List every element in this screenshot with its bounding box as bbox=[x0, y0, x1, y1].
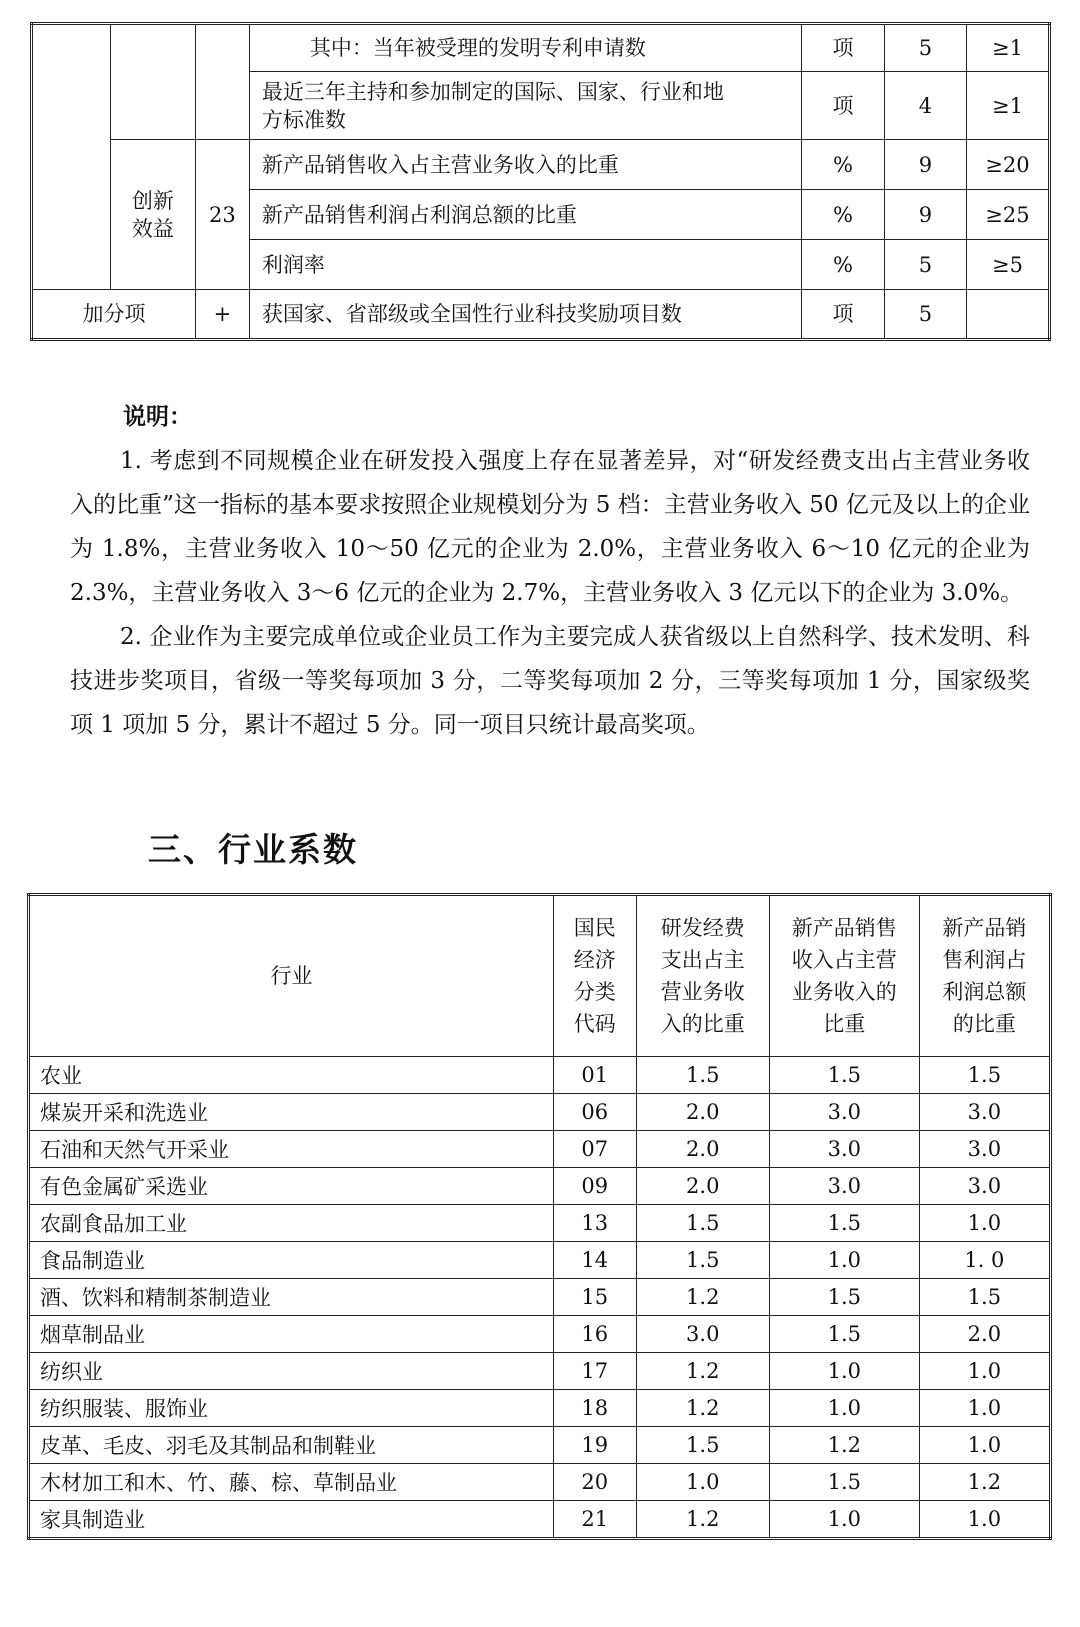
category-cell bbox=[32, 24, 111, 290]
cell-rd: 1.5 bbox=[636, 1242, 769, 1279]
indicator-name: 利润率 bbox=[249, 240, 801, 290]
header-line: 收入占主营 bbox=[791, 948, 897, 972]
cell-rev: 3.0 bbox=[769, 1168, 919, 1205]
table-row bbox=[32, 140, 1050, 190]
indicator-unit: % bbox=[801, 190, 884, 240]
cell-profit: 1.5 bbox=[919, 1279, 1050, 1316]
section-heading: 三、行业系数 bbox=[148, 830, 358, 869]
indicator-unit: % bbox=[801, 140, 884, 190]
cell-rev: 1.5 bbox=[769, 1205, 919, 1242]
indicator-name: 新产品销售收入占主营业务收入的比重 bbox=[249, 140, 801, 190]
indicator-requirement: ≥1 bbox=[966, 72, 1049, 140]
cell-industry: 酒、饮料和精制茶制造业 bbox=[29, 1279, 554, 1316]
cell-industry: 农副食品加工业 bbox=[29, 1205, 554, 1242]
table-row bbox=[29, 1353, 1051, 1390]
cell-code: 13 bbox=[553, 1205, 636, 1242]
cell-rev: 1.0 bbox=[769, 1390, 919, 1427]
cell-code: 09 bbox=[553, 1168, 636, 1205]
cell-rev: 1.0 bbox=[769, 1242, 919, 1279]
header-line: 业务收入的 bbox=[791, 980, 897, 1004]
notes-section bbox=[70, 395, 1030, 747]
header-line: 代码 bbox=[573, 1012, 616, 1036]
col-header-code bbox=[553, 895, 636, 1057]
cell-code: 01 bbox=[553, 1057, 636, 1094]
bonus-mark: + bbox=[195, 290, 249, 340]
header-line: 研发经费 bbox=[660, 916, 745, 940]
cell-rd: 1.2 bbox=[636, 1279, 769, 1316]
cell-rd: 1.5 bbox=[636, 1205, 769, 1242]
cell-rev: 1.5 bbox=[769, 1279, 919, 1316]
note-paragraph: 1. 考虑到不同规模企业在研发投入强度上存在显著差异，对“研发经费支出占主营业务收入的比重”这一指标的基本要求按照企业规模划分为 5 档：主营业务收入 50 亿元及以上的企业为 1.8%，主营业务收入 10～50 亿元的企业为 2.0%，主营业务收入 6～10 亿元的企业为 2.3%，主营业务收入 3～6 亿元的企业为 2.7%，主营业务收入 3 亿元以下的企业为 3.0%。 bbox=[70, 448, 1030, 606]
header-line: 新产品销售 bbox=[791, 916, 897, 940]
bonus-label: 加分项 bbox=[32, 290, 196, 340]
indicator-name-line: 方标准数 bbox=[261, 107, 346, 132]
cell-rd: 1.0 bbox=[636, 1464, 769, 1501]
indicator-unit: % bbox=[801, 240, 884, 290]
indicator-name-line: 最近三年主持和参加制定的国际、国家、行业和地 bbox=[261, 79, 724, 104]
cell-code: 15 bbox=[553, 1279, 636, 1316]
cell-industry: 烟草制品业 bbox=[29, 1316, 554, 1353]
table-row bbox=[32, 24, 1050, 72]
indicator-requirement: ≥20 bbox=[966, 140, 1049, 190]
cell-code: 19 bbox=[553, 1427, 636, 1464]
header-line: 售利润占 bbox=[942, 948, 1027, 972]
header-line: 入的比重 bbox=[660, 1012, 745, 1036]
group-score: 23 bbox=[195, 140, 249, 290]
cell-rev: 1.5 bbox=[769, 1057, 919, 1094]
indicator-score: 5 bbox=[884, 290, 966, 340]
col-header-rev bbox=[769, 895, 919, 1057]
indicator-name bbox=[249, 72, 801, 140]
cell-industry: 食品制造业 bbox=[29, 1242, 554, 1279]
cell-profit: 2.0 bbox=[919, 1316, 1050, 1353]
table-row bbox=[29, 1427, 1051, 1464]
cell-rd: 1.2 bbox=[636, 1353, 769, 1390]
header-line: 利润总额 bbox=[942, 980, 1027, 1004]
cell-rd: 2.0 bbox=[636, 1094, 769, 1131]
col-header-rd bbox=[636, 895, 769, 1057]
indicator-requirement bbox=[966, 290, 1049, 340]
table-row bbox=[29, 1057, 1051, 1094]
cell-industry: 皮革、毛皮、羽毛及其制品和制鞋业 bbox=[29, 1427, 554, 1464]
table-row bbox=[29, 1279, 1051, 1316]
cell-profit: 1.5 bbox=[919, 1057, 1050, 1094]
table-row bbox=[29, 1094, 1051, 1131]
cell-profit: 1.0 bbox=[919, 1353, 1050, 1390]
indicator-score: 5 bbox=[884, 24, 966, 72]
cell-profit: 1.0 bbox=[919, 1390, 1050, 1427]
group-label bbox=[110, 140, 195, 290]
indicator-unit: 项 bbox=[801, 290, 884, 340]
industry-coefficient-table bbox=[27, 893, 1052, 1540]
cell-industry: 家具制造业 bbox=[29, 1501, 554, 1539]
notes-title: 说明： bbox=[123, 404, 192, 430]
table-row bbox=[29, 1316, 1051, 1353]
cell-industry: 农业 bbox=[29, 1057, 554, 1094]
table-row bbox=[29, 1390, 1051, 1427]
cell-profit: 3.0 bbox=[919, 1131, 1050, 1168]
cell-rd: 1.2 bbox=[636, 1390, 769, 1427]
cell-profit: 1.0 bbox=[919, 1427, 1050, 1464]
table-row bbox=[29, 1168, 1051, 1205]
indicator-name: 其中：当年被受理的发明专利申请数 bbox=[249, 24, 801, 72]
indicator-score: 9 bbox=[884, 140, 966, 190]
cell-rd: 2.0 bbox=[636, 1131, 769, 1168]
indicator-unit: 项 bbox=[801, 24, 884, 72]
cell-rev: 1.0 bbox=[769, 1353, 919, 1390]
cell-rev: 1.5 bbox=[769, 1316, 919, 1353]
table-row bbox=[29, 1242, 1051, 1279]
indicator-name: 新产品销售利润占利润总额的比重 bbox=[249, 190, 801, 240]
cell-rev: 1.0 bbox=[769, 1501, 919, 1539]
cell-profit: 1. 0 bbox=[919, 1242, 1050, 1279]
cell-industry: 纺织业 bbox=[29, 1353, 554, 1390]
table-row bbox=[29, 1464, 1051, 1501]
cell-code: 06 bbox=[553, 1094, 636, 1131]
header-line: 比重 bbox=[823, 1012, 866, 1036]
cell-profit: 1.2 bbox=[919, 1464, 1050, 1501]
cell-rd: 1.5 bbox=[636, 1057, 769, 1094]
cell-rd: 1.5 bbox=[636, 1427, 769, 1464]
col-header-industry: 行业 bbox=[29, 895, 554, 1057]
cell-rev: 1.2 bbox=[769, 1427, 919, 1464]
header-line: 分类 bbox=[573, 980, 616, 1004]
cell-industry: 石油和天然气开采业 bbox=[29, 1131, 554, 1168]
cell-rd: 2.0 bbox=[636, 1168, 769, 1205]
cell-industry: 有色金属矿采选业 bbox=[29, 1168, 554, 1205]
cell-industry: 木材加工和木、竹、藤、棕、草制品业 bbox=[29, 1464, 554, 1501]
table-row bbox=[29, 1205, 1051, 1242]
cell-profit: 3.0 bbox=[919, 1168, 1050, 1205]
cell-industry: 煤炭开采和洗选业 bbox=[29, 1094, 554, 1131]
indicator-name: 获国家、省部级或全国性行业科技奖励项目数 bbox=[249, 290, 801, 340]
cell-profit: 3.0 bbox=[919, 1094, 1050, 1131]
table-row bbox=[29, 1501, 1051, 1539]
indicator-requirement: ≥25 bbox=[966, 190, 1049, 240]
header-line: 营业务收 bbox=[660, 980, 745, 1004]
cell-rd: 1.2 bbox=[636, 1501, 769, 1539]
indicator-score: 5 bbox=[884, 240, 966, 290]
cell-rd: 3.0 bbox=[636, 1316, 769, 1353]
bonus-row bbox=[32, 290, 1050, 340]
col-header-profit bbox=[919, 895, 1050, 1057]
subcategory-cell bbox=[110, 24, 195, 140]
indicator-requirement: ≥5 bbox=[966, 240, 1049, 290]
cell-code: 14 bbox=[553, 1242, 636, 1279]
note-paragraph: 2. 企业作为主要完成单位或企业员工作为主要完成人获省级以上自然科学、技术发明、科技进步奖项目，省级一等奖每项加 3 分，二等奖每项加 2 分，三等奖每项加 1 分，国家级奖项 1 项加 5 分，累计不超过 5 分。同一项目只统计最高奖项。 bbox=[70, 624, 1030, 738]
indicator-table bbox=[30, 22, 1051, 341]
header-line: 支出占主 bbox=[660, 948, 745, 972]
cell-code: 20 bbox=[553, 1464, 636, 1501]
table-header-row bbox=[29, 895, 1051, 1057]
cell-code: 17 bbox=[553, 1353, 636, 1390]
indicator-score: 4 bbox=[884, 72, 966, 140]
cell-profit: 1.0 bbox=[919, 1205, 1050, 1242]
indicator-requirement: ≥1 bbox=[966, 24, 1049, 72]
cell-code: 18 bbox=[553, 1390, 636, 1427]
cell-rev: 1.5 bbox=[769, 1464, 919, 1501]
indicator-score: 9 bbox=[884, 190, 966, 240]
cell-code: 21 bbox=[553, 1501, 636, 1539]
subcategory-score-cell bbox=[195, 24, 249, 140]
cell-rev: 3.0 bbox=[769, 1131, 919, 1168]
table-row bbox=[29, 1131, 1051, 1168]
group-label-line: 创新 bbox=[131, 188, 174, 213]
cell-code: 16 bbox=[553, 1316, 636, 1353]
header-line: 国民 bbox=[573, 916, 616, 940]
cell-profit: 1.0 bbox=[919, 1501, 1050, 1539]
cell-industry: 纺织服装、服饰业 bbox=[29, 1390, 554, 1427]
header-line: 的比重 bbox=[952, 1012, 1016, 1036]
cell-code: 07 bbox=[553, 1131, 636, 1168]
indicator-unit: 项 bbox=[801, 72, 884, 140]
header-line: 经济 bbox=[573, 948, 616, 972]
header-line: 新产品销 bbox=[942, 916, 1027, 940]
group-label-line: 效益 bbox=[131, 216, 174, 241]
cell-rev: 3.0 bbox=[769, 1094, 919, 1131]
